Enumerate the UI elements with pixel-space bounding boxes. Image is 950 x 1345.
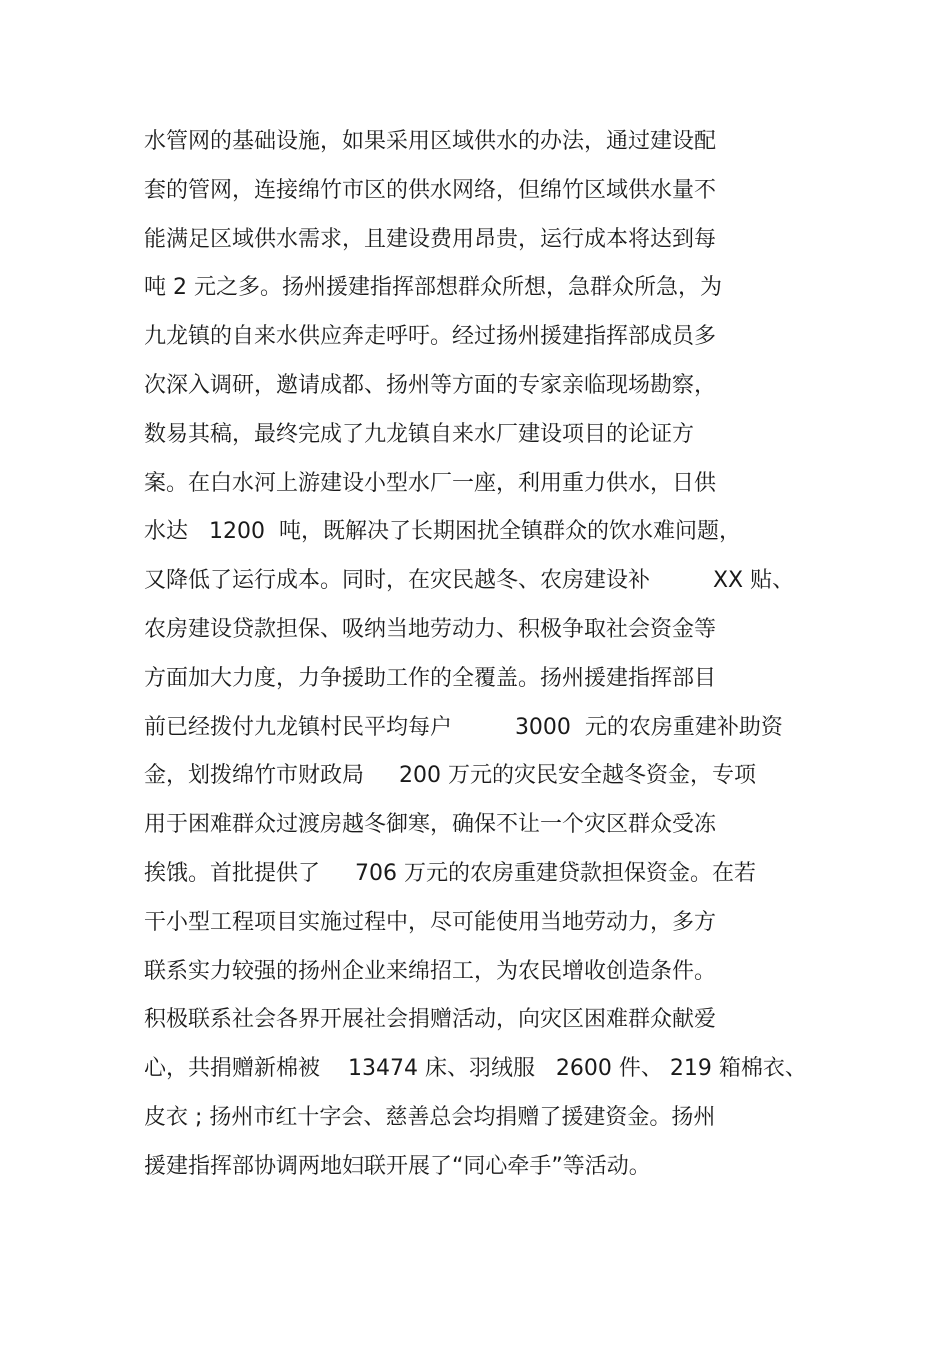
text-line-20: 心，共捐赠新棉被 13474 床、羽绒服 2600 件、 219 箱棉衣、	[144, 1056, 807, 1082]
text-line-16: 挨饿。首批提供了 706 万元的农房重建贷款担保资金。在若	[144, 860, 756, 886]
text-line-6: 次深入调研，邀请成都、扬州等方面的专家亲临现场勘察，	[144, 372, 717, 398]
text-line-22: 援建指挥部协调两地妇联开展了“同心牵手”等活动。	[144, 1153, 651, 1179]
text-line-14: 金，划拨绵竹市财政局 200 万元的灾民安全越冬资金，专项	[144, 763, 756, 789]
text-line-8: 案。在白水河上游建设小型水厂一座，利用重力供水，日供	[144, 470, 717, 496]
text-line-2: 套的管网，连接绵竹市区的供水网络，但绵竹区域供水量不	[144, 177, 717, 203]
text-line-1: 水管网的基础设施，如果采用区域供水的办法，通过建设配	[144, 129, 717, 154]
text-line-10: 又降低了运行成本。同时，在灾民越冬、农房建设补 XX 贴、	[144, 568, 795, 594]
text-line-4: 吨 2 元之多。扬州援建指挥部想群众所想，急群众所急，为	[144, 275, 722, 301]
text-line-18: 联系实力较强的扬州企业来绵招工，为农民增收创造条件。	[144, 958, 717, 984]
text-line-5: 九龙镇的自来水供应奔走呼吁。经过扬州援建指挥部成员多	[144, 324, 717, 350]
text-line-7: 数易其稿，最终完成了九龙镇自来水厂建设项目的论证方	[144, 421, 695, 447]
text-line-12: 方面加大力度，力争援助工作的全覆盖。扬州援建指挥部目	[144, 665, 717, 691]
text-line-13: 前已经拨付九龙镇村民平均每户 3000 元的农房重建补助资	[144, 714, 783, 740]
text-line-11: 农房建设贷款担保、吸纳当地劳动力、积极争取社会资金等	[144, 616, 717, 642]
body-text	[144, 124, 944, 1198]
text-line-19: 积极联系社会各界开展社会捐赠活动，向灾区困难群众献爱	[144, 1007, 717, 1033]
text-line-21: 皮衣 ; 扬州市红十字会、慈善总会均捐赠了援建资金。扬州	[144, 1104, 716, 1130]
text-line-9: 水达 1200 吨，既解决了长期困扰全镇群众的饮水难问题，	[144, 519, 741, 545]
text-line-3: 能满足区域供水需求，且建设费用昂贵，运行成本将达到每	[144, 226, 717, 252]
text-line-17: 干小型工程项目实施过程中，尽可能使用当地劳动力，多方	[144, 909, 717, 935]
text-line-15: 用于困难群众过渡房越冬御寒，确保不让一个灾区群众受冻	[144, 812, 717, 838]
